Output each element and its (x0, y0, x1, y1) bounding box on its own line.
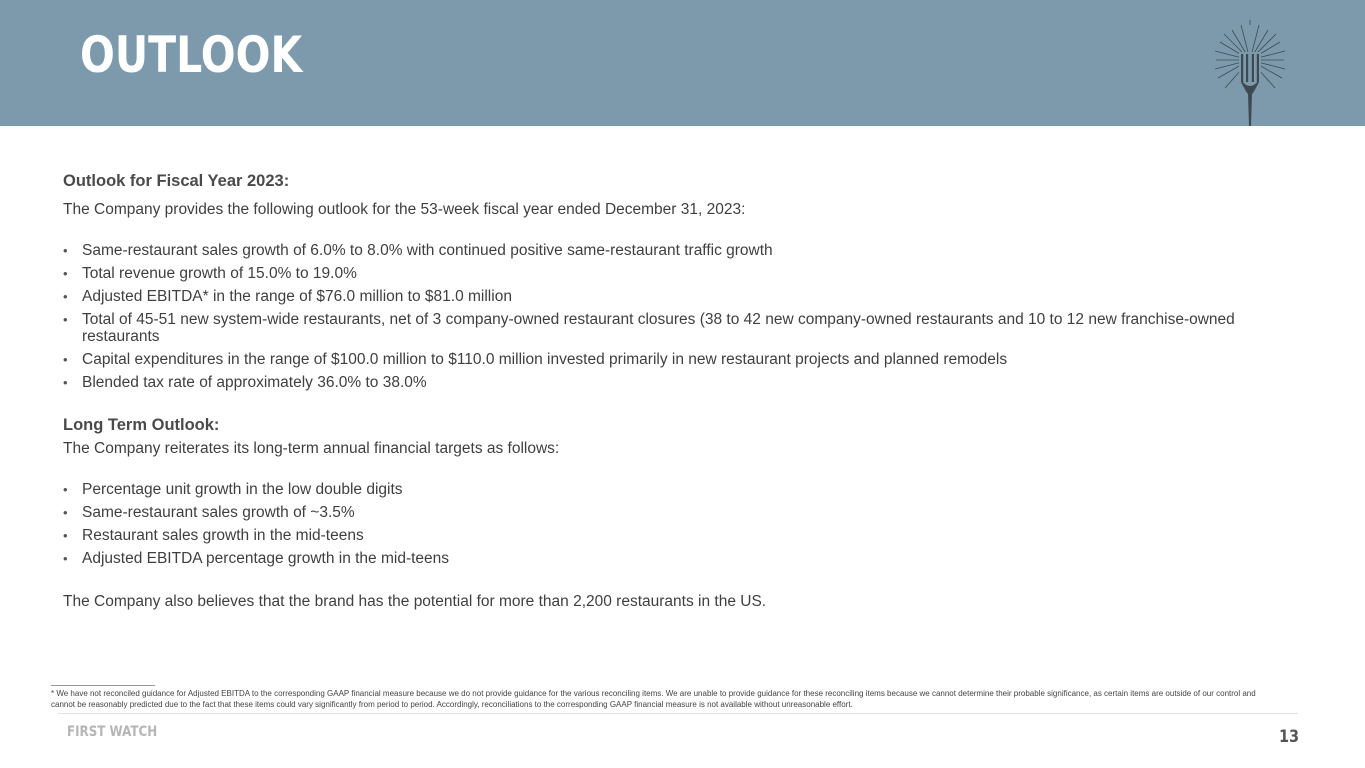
spacer (63, 221, 1313, 242)
fork-sunburst-icon (1210, 20, 1290, 126)
fiscal-2023-bullet-list (63, 242, 1313, 391)
header-banner (0, 0, 1365, 126)
long-term-heading: Long Term Outlook: (63, 416, 220, 434)
list-item: • Adjusted EBITDA percentage growth in the mid-teens (63, 550, 1313, 567)
fiscal-2023-intro: The Company provides the following outlook for the 53-week fiscal year ended December 31, 2023: (63, 201, 746, 218)
long-term-closing: The Company also believes that the brand has the potential for more than 2,200 restaurants in the US. (63, 593, 767, 610)
long-term-intro: The Company reiterates its long-term annual financial targets as follows: (63, 440, 560, 457)
footer-divider (58, 713, 1298, 714)
list-item: • Same-restaurant sales growth of 6.0% to 8.0% with continued positive same-restaurant traffic growth (63, 242, 1313, 259)
list-item: • Percentage unit growth in the low double digits (63, 481, 1313, 498)
spacer (63, 460, 1313, 481)
spacer (63, 397, 1313, 414)
list-item: • Adjusted EBITDA* in the range of $76.0 million to $81.0 million (63, 288, 1313, 305)
footer-brand: FIRST WATCH (67, 724, 158, 740)
outlook-content (63, 170, 1313, 613)
list-item: • Restaurant sales growth in the mid-teens (63, 527, 1313, 544)
list-item: • Total of 45-51 new system-wide restaurants, net of 3 company-owned restaurant closures (38 to 42 new company-owned restaurants and 10 to 12 new franchise-owned restaurants (63, 311, 1313, 345)
footnote-text: * We have not reconciled guidance for Adjusted EBITDA to the corresponding GAAP financial measure because we do not provide guidance for the various reconciling items. We are unable to provide guidance for these reconciling items because we cannot determine their probable significance, as certain items are outside of our control and cannot be reasonably predicted due to the fact that these items could vary significantly from period to period. Accordingly, reconciliations to the corresponding GAAP financial measure is not available without unreasonable effort. (51, 689, 1256, 709)
page-title: OUTLOOK (80, 26, 303, 84)
list-item: • Total revenue growth of 15.0% to 19.0% (63, 265, 1313, 282)
spacer (63, 573, 1313, 590)
list-item: • Blended tax rate of approximately 36.0% to 38.0% (63, 374, 1313, 391)
page-number: 13 (1279, 727, 1300, 747)
footnote-divider (51, 685, 155, 686)
list-item: • Same-restaurant sales growth of ~3.5% (63, 504, 1313, 521)
list-item: • Capital expenditures in the range of $100.0 million to $110.0 million invested primarily in new restaurant projects and planned remodels (63, 351, 1313, 368)
fiscal-2023-heading: Outlook for Fiscal Year 2023: (63, 172, 290, 190)
long-term-bullet-list (63, 481, 1313, 567)
